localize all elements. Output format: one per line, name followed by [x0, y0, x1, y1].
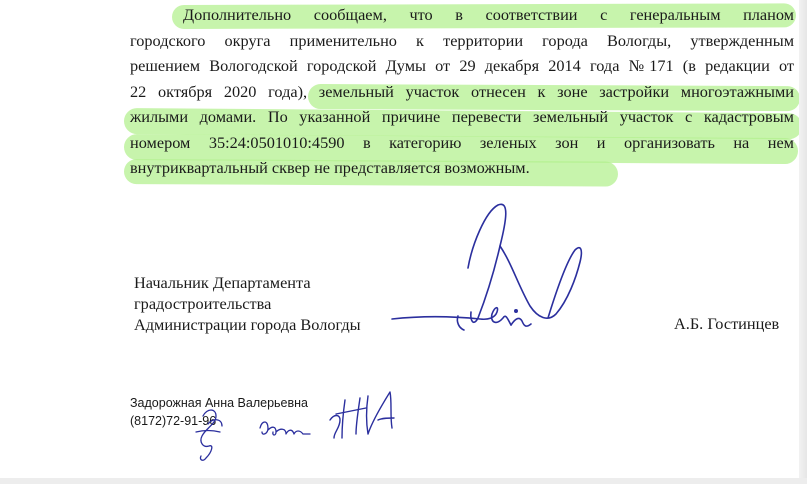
- executor-phone: (8172)72-91-96: [130, 414, 217, 428]
- paragraph-line-4: 22 октября 2020 года), земельный участок отнесен к зоне застройки многоэтажными: [130, 81, 794, 101]
- signatory-title-line-2: градостроительства: [134, 294, 272, 313]
- scan-edge-bottom: [0, 478, 807, 484]
- paragraph-line-5: жилыми домами. По указанной причине перевести земельный участок с кадастровым: [130, 107, 794, 126]
- signatory-title-line-3: Администрации города Вологды: [134, 315, 361, 334]
- paragraph-line-1: Дополнительно сообщаем, что в соответствии с генеральным планом: [183, 5, 794, 24]
- paragraph-line-6: номером 35:24:0501010:4590 в категорию зеленых зон и организовать на нем: [130, 132, 794, 152]
- paragraph-line-2: городского округа применительно к территории города Вологды, утвержденным: [130, 30, 794, 50]
- paragraph-line-7: внутриквартальный сквер не представляется возможным.: [130, 158, 530, 177]
- signatory-title-line-1: Начальник Департамента: [134, 273, 311, 292]
- scan-edge-right: [799, 0, 807, 484]
- signatory-name: А.Б. Гостинцев: [674, 314, 780, 333]
- main-signature-icon: [392, 204, 581, 330]
- executor-signature-3-icon: [330, 392, 394, 438]
- letter-paragraph: [130, 2, 794, 181]
- executor-info: [130, 394, 308, 430]
- paragraph-line-3: решением Вологодской городской Думы от 29 декабря 2014 года №171 (в редакции от: [130, 56, 794, 75]
- executor-name: Задорожная Анна Валерьевна: [130, 396, 308, 410]
- signatory-title: [134, 272, 361, 335]
